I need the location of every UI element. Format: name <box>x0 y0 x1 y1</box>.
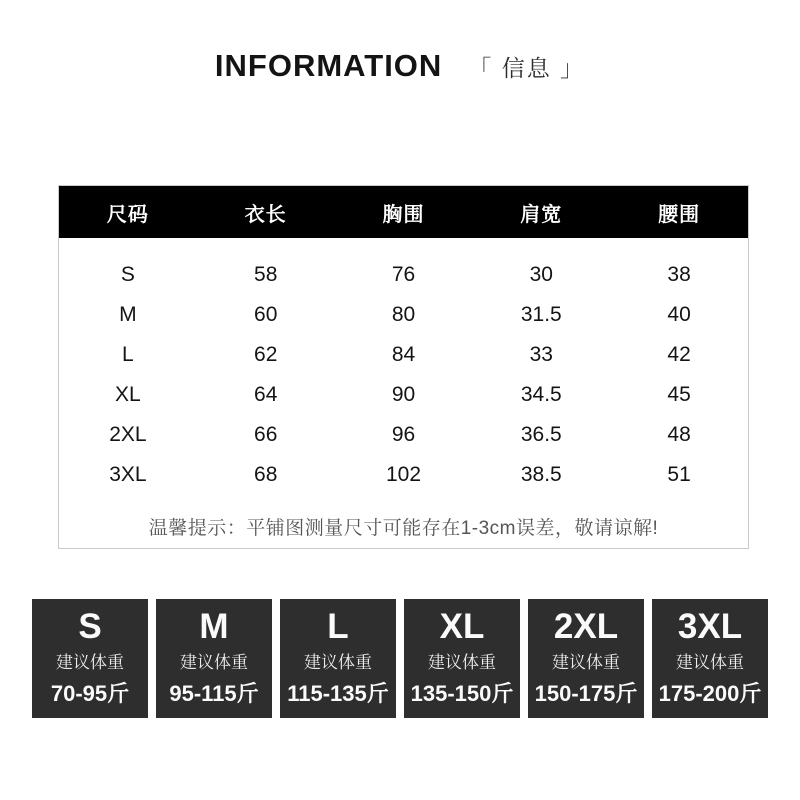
card-weight-range: 135-150斤 <box>410 681 514 707</box>
measurement-cell: 45 <box>667 383 691 406</box>
card-suggested-weight-label: 建议体重 <box>180 653 248 673</box>
measurement-cell: 42 <box>667 343 691 366</box>
measurement-cell: 90 <box>391 383 416 406</box>
measurement-cell: 62 <box>254 343 278 366</box>
page-title <box>0 48 800 84</box>
measurement-cell: 51 <box>667 463 691 486</box>
measurement-cell: 66 <box>254 423 278 446</box>
measurement-cell: 30 <box>529 263 553 286</box>
card-size-label: 3XL <box>677 606 743 646</box>
measurement-cell: 31.5 <box>520 303 562 326</box>
weight-card <box>652 599 768 718</box>
weight-card <box>404 599 520 718</box>
size-table-header <box>59 186 748 238</box>
size-cell: XL <box>115 383 141 406</box>
card-weight-range: 175-200斤 <box>658 681 762 707</box>
measurement-cell: 68 <box>254 463 278 486</box>
measurement-cell: 40 <box>667 303 691 326</box>
weight-card <box>280 599 396 718</box>
column-header: 衣长 <box>244 203 287 226</box>
card-suggested-weight-label: 建议体重 <box>428 653 496 673</box>
measurement-cell: 76 <box>391 263 416 286</box>
column-header: 腰围 <box>658 203 701 226</box>
measurement-cell: 96 <box>391 423 416 446</box>
card-weight-range: 95-115斤 <box>169 681 259 707</box>
measurement-cell: 38.5 <box>520 463 562 486</box>
card-size-label: S <box>78 606 102 646</box>
measurement-cell: 33 <box>529 343 553 366</box>
weight-card <box>32 599 148 718</box>
title-english: INFORMATION <box>214 48 443 83</box>
table-row <box>59 335 748 375</box>
column-header: 尺码 <box>106 203 149 226</box>
table-row <box>59 255 748 295</box>
title-chinese: 「 信息 」 <box>468 54 586 81</box>
table-row <box>59 455 748 495</box>
measurement-cell: 102 <box>385 463 422 486</box>
card-size-label: M <box>199 606 229 646</box>
weight-cards <box>32 599 768 718</box>
weight-card <box>528 599 644 718</box>
card-size-label: XL <box>439 606 485 646</box>
size-cell: 3XL <box>109 463 147 486</box>
card-weight-range: 150-175斤 <box>534 681 638 707</box>
column-header: 胸围 <box>382 203 425 226</box>
size-cell: S <box>120 263 135 286</box>
card-suggested-weight-label: 建议体重 <box>676 653 744 673</box>
measurement-cell: 80 <box>391 303 416 326</box>
card-suggested-weight-label: 建议体重 <box>552 653 620 673</box>
measurement-cell: 60 <box>254 303 278 326</box>
measurement-cell: 64 <box>254 383 278 406</box>
card-suggested-weight-label: 建议体重 <box>56 653 124 673</box>
card-size-label: L <box>327 606 349 646</box>
table-row <box>59 295 748 335</box>
weight-card <box>156 599 272 718</box>
size-cell: 2XL <box>109 423 147 446</box>
size-cell: L <box>122 343 134 366</box>
size-chart-table <box>58 185 749 549</box>
measurement-cell: 58 <box>254 263 278 286</box>
column-header: 肩宽 <box>520 203 563 226</box>
table-row <box>59 415 748 455</box>
size-cell: M <box>119 303 137 326</box>
measurement-cell: 84 <box>391 343 416 366</box>
card-weight-range: 115-135斤 <box>287 681 389 707</box>
measurement-cell: 36.5 <box>520 423 562 446</box>
table-row <box>59 375 748 415</box>
card-weight-range: 70-95斤 <box>50 681 130 707</box>
measurement-cell: 38 <box>667 263 691 286</box>
card-suggested-weight-label: 建议体重 <box>304 653 372 673</box>
measurement-cell: 48 <box>667 423 691 446</box>
size-table-body <box>59 238 748 495</box>
card-size-label: 2XL <box>553 606 619 646</box>
measurement-cell: 34.5 <box>520 383 562 406</box>
measurement-disclaimer-note: 温馨提示：平铺图测量尺寸可能存在1-3cm误差，敬请谅解! <box>148 518 659 539</box>
